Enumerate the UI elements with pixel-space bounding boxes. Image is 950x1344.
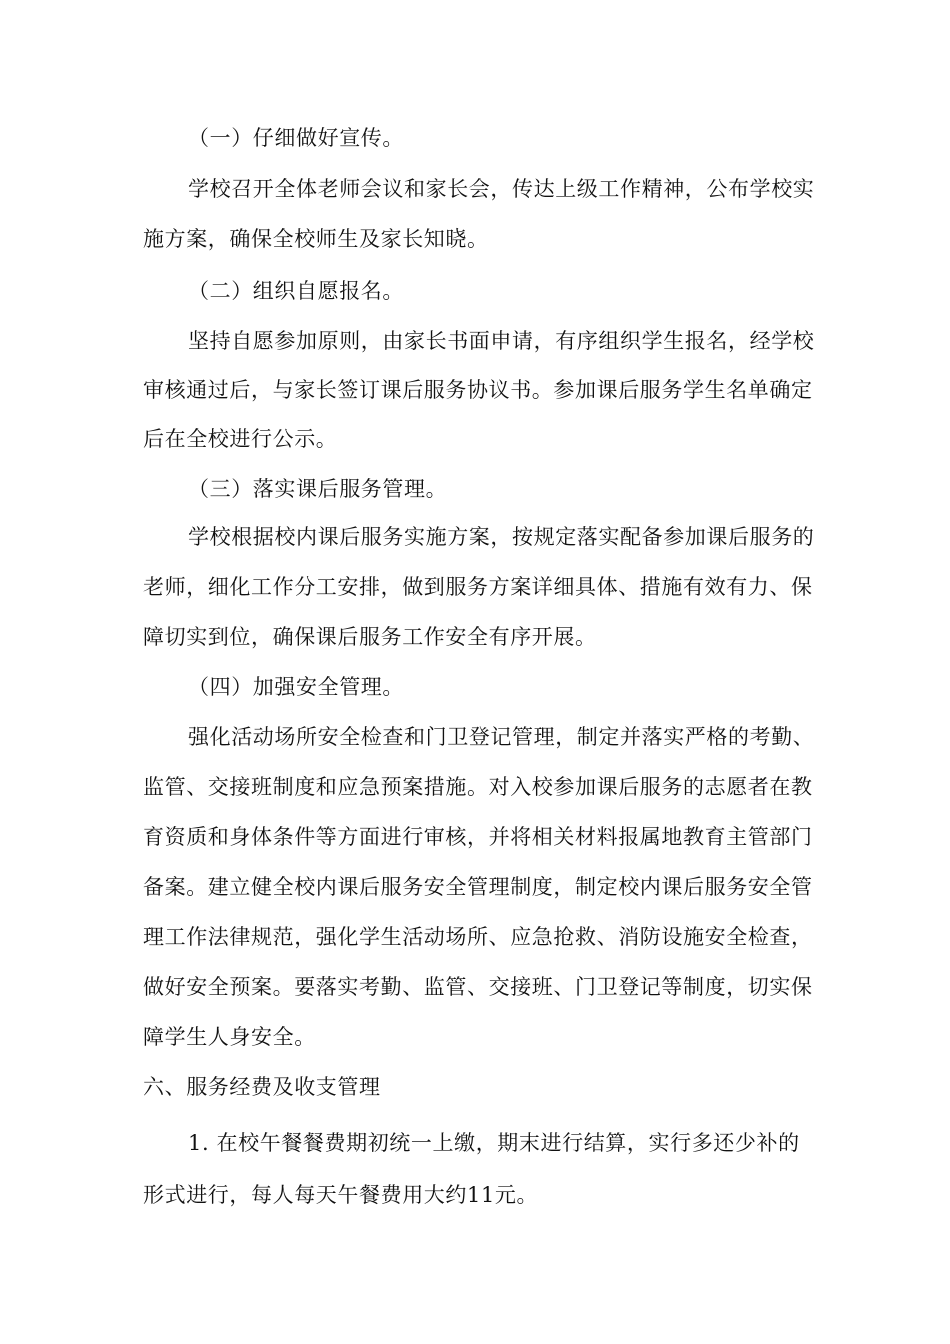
paragraph-line: 坚持自愿参加原则，由家长书面申请，有序组织学生报名，经学校 [188, 329, 815, 353]
list-item: 1. 在校午餐餐费期初统一上缴，期末进行结算，实行多还少补的 [188, 1131, 800, 1155]
paragraph-line: 形式进行，每人每天午餐费用大约11元。 [143, 1183, 539, 1207]
paragraph-line: 强化活动场所安全检查和门卫登记管理，制定并落实严格的考勤、 [188, 725, 815, 749]
subheading-4: （四）加强安全管理。 [188, 675, 404, 699]
paragraph-line: 审核通过后，与家长签订课后服务协议书。参加课后服务学生名单确定 [143, 378, 813, 402]
paragraph-line: 理工作法律规范，强化学生活动场所、应急抢救、消防设施安全检查， [143, 925, 813, 949]
paragraph-line: 做好安全预案。要落实考勤、监管、交接班、门卫登记等制度，切实保 [143, 975, 813, 999]
paragraph-line: 施方案，确保全校师生及家长知晓。 [143, 227, 489, 251]
paragraph-line: 学校召开全体老师会议和家长会，传达上级工作精神，公布学校实 [188, 177, 815, 201]
section-heading: 六、服务经费及收支管理 [143, 1075, 381, 1099]
paragraph-line: 学校根据校内课后服务实施方案，按规定落实配备参加课后服务的 [188, 525, 815, 549]
paragraph-line: 障学生人身安全。 [143, 1025, 316, 1049]
paragraph-line: 监管、交接班制度和应急预案措施。对入校参加课后服务的志愿者在教 [143, 775, 813, 799]
paragraph-line: 备案。建立健全校内课后服务安全管理制度，制定校内课后服务安全管 [143, 875, 813, 899]
subheading-3: （三）落实课后服务管理。 [188, 477, 448, 501]
subheading-1: （一）仔细做好宣传。 [188, 126, 404, 150]
paragraph-line: 育资质和身体条件等方面进行审核，并将相关材料报属地教育主管部门 [143, 825, 813, 849]
subheading-2: （二）组织自愿报名。 [188, 279, 404, 303]
paragraph-line: 老师，细化工作分工安排，做到服务方案详细具体、措施有效有力、保 [143, 575, 813, 599]
paragraph-line: 障切实到位，确保课后服务工作安全有序开展。 [143, 625, 597, 649]
paragraph-line: 后在全校进行公示。 [143, 427, 338, 451]
